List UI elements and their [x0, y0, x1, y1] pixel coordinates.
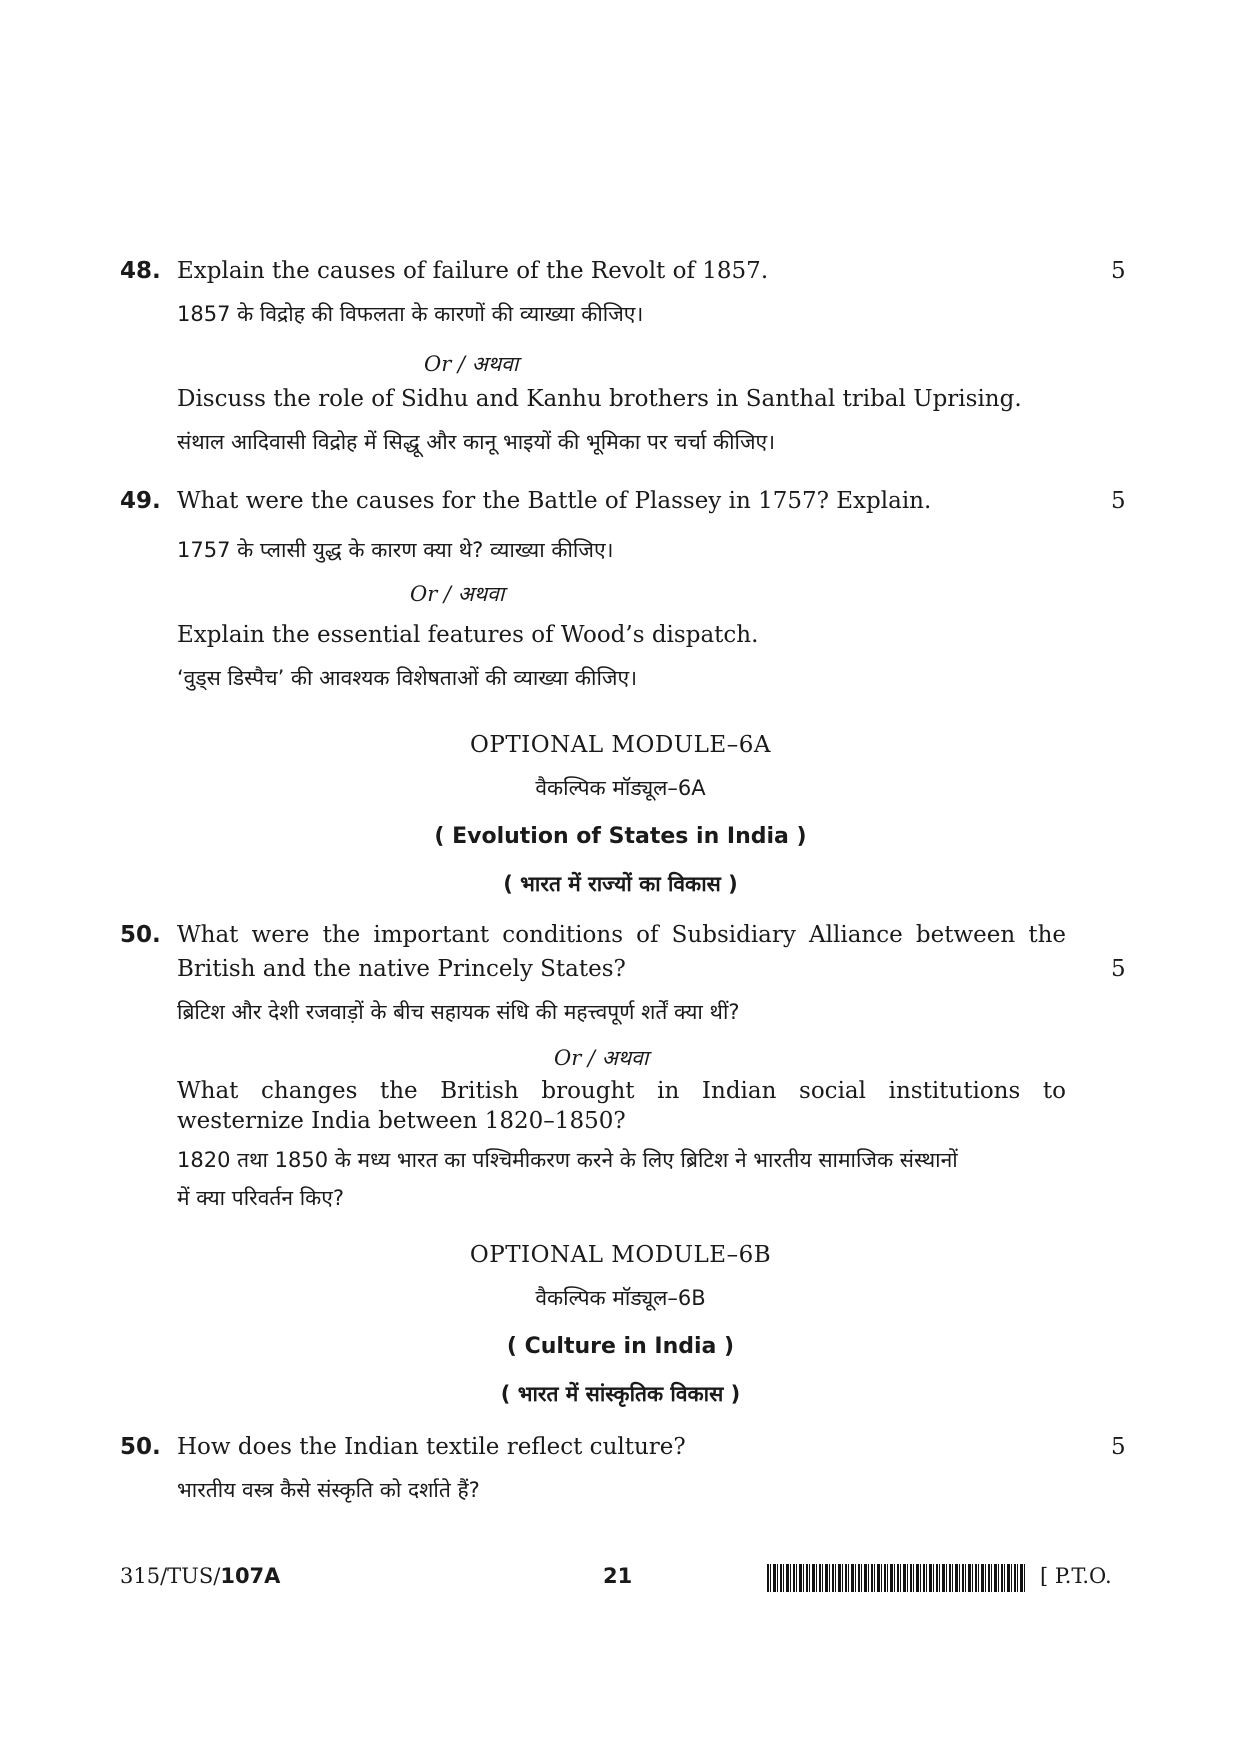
module-subtitle: ( Evolution of States in India )	[434, 824, 807, 849]
marks: 5	[1111, 488, 1126, 514]
module-title-hi: वैकल्पिक मॉड्यूल–6B	[535, 1286, 706, 1310]
or-label-en: Or /	[410, 582, 452, 606]
or-label-hi: अथवा	[601, 1046, 649, 1070]
or-label-en: Or /	[554, 1046, 596, 1070]
module-subtitle-hi: ( भारत में सांस्कृतिक विकास )	[500, 1382, 741, 1406]
paper-code-bold: 107A	[220, 1564, 281, 1588]
question-number: 48.	[120, 258, 161, 284]
or-label-hi: अथवा	[471, 352, 519, 376]
or-label-en: Or /	[424, 352, 466, 376]
question-number: 50.	[120, 1434, 161, 1460]
question-text-en-line2: British and the native Princely States?	[177, 956, 626, 982]
paper-code-prefix: 315/TUS/	[120, 1564, 221, 1588]
or-divider	[424, 350, 518, 378]
question-text-hi: ब्रिटिश और देशी रजवाड़ों के बीच सहायक संधि की महत्त्वपूर्ण शर्तें क्या थीं?	[177, 1000, 740, 1024]
question-text-hi: भारतीय वस्त्र कैसे संस्कृति को दर्शाते हैं?	[177, 1478, 480, 1502]
module-subtitle: ( Culture in India )	[506, 1334, 735, 1359]
or-divider	[410, 580, 504, 608]
pto-label: [ P.T.O.	[1040, 1564, 1112, 1588]
paper-code	[120, 1564, 280, 1588]
question-text-en: Explain the causes of failure of the Revolt of 1857.	[177, 258, 769, 284]
marks: 5	[1111, 1434, 1126, 1460]
alt-question-en-line2: westernize India between 1820–1850?	[177, 1108, 626, 1134]
alt-question-hi: ‘वुड्स डिस्पैच’ की आवश्यक विशेषताओं की व्याख्या कीजिए।	[177, 666, 638, 690]
question-text-en-line1: What were the important conditions of Subsidiary Alliance between the	[177, 922, 1066, 948]
alt-question-en-line1: What changes the British brought in Indian social institutions to	[177, 1078, 1066, 1104]
marks: 5	[1111, 258, 1126, 284]
alt-question-hi: संथाल आदिवासी विद्रोह में सिद्धू और कानू भाइयों की भूमिका पर चर्चा कीजिए।	[177, 430, 776, 454]
page-number: 21	[603, 1564, 633, 1588]
question-text-hi: 1857 के विद्रोह की विफलता के कारणों की व्याख्या कीजिए।	[177, 302, 644, 326]
alt-question-hi-line2: में क्या परिवर्तन किए?	[177, 1186, 345, 1210]
module-title: OPTIONAL MODULE–6B	[469, 1242, 772, 1268]
question-number: 49.	[120, 488, 161, 514]
module-title-hi: वैकल्पिक मॉड्यूल–6A	[535, 776, 706, 800]
alt-question-en: Explain the essential features of Wood’s dispatch.	[177, 622, 759, 648]
barcode	[767, 1564, 1025, 1592]
question-text-en: What were the causes for the Battle of Plassey in 1757? Explain.	[177, 488, 932, 514]
question-text-en: How does the Indian textile reflect culture?	[177, 1434, 686, 1460]
question-number: 50.	[120, 922, 161, 948]
or-label-hi: अथवा	[457, 582, 505, 606]
module-title: OPTIONAL MODULE–6A	[470, 732, 771, 758]
marks: 5	[1111, 956, 1126, 982]
alt-question-en: Discuss the role of Sidhu and Kanhu brothers in Santhal tribal Uprising.	[177, 386, 1022, 412]
or-divider	[554, 1044, 648, 1072]
question-text-hi: 1757 के प्लासी युद्ध के कारण क्या थे? व्याख्या कीजिए।	[177, 538, 614, 562]
module-subtitle-hi: ( भारत में राज्यों का विकास )	[503, 872, 738, 896]
alt-question-hi-line1: 1820 तथा 1850 के मध्य भारत का पश्चिमीकरण करने के लिए ब्रिटिश ने भारतीय सामाजिक संस्थानों	[177, 1148, 958, 1172]
